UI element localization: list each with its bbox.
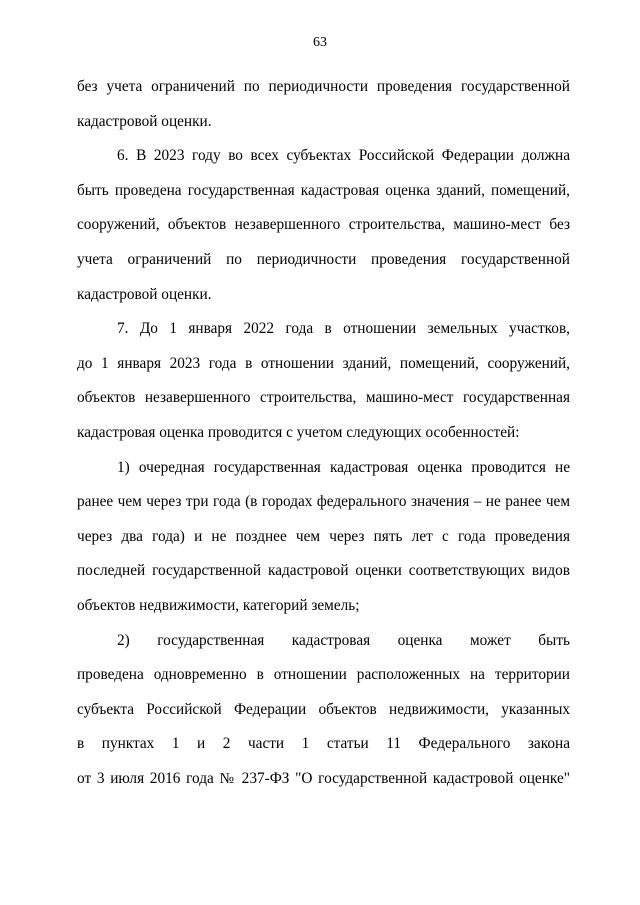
text-line: 1) очередная государственная кадастровая оценка проводится не — [117, 458, 570, 476]
text-line: кадастровой оценки. — [77, 112, 212, 130]
text-line: последней государственной кадастровой оценки соответствующих видов — [77, 562, 570, 580]
text-line: проведена одновременно в отношении расположенных на территории — [77, 666, 570, 684]
text-line: учета ограничений по периодичности проведения государственной — [77, 250, 570, 268]
text-line: в пунктах 1 и 2 части 1 статьи 11 Федерального закона — [77, 735, 570, 753]
text-line: объектов недвижимости, категорий земель; — [77, 596, 360, 614]
document-body — [77, 70, 570, 796]
text-line: от 3 июля 2016 года № 237-ФЗ "О государственной кадастровой оценке" — [77, 769, 570, 787]
text-line: быть проведена государственная кадастровая оценка зданий, помещений, — [77, 181, 570, 199]
text-line: 2) государственная кадастровая оценка может быть — [117, 631, 570, 649]
text-line: 6. В 2023 году во всех субъектах Российской Федерации должна — [117, 147, 570, 165]
text-line: 7. До 1 января 2022 года в отношении земельных участков, — [117, 320, 570, 338]
page-number: 63 — [313, 35, 327, 50]
text-line: кадастровой оценки. — [77, 285, 212, 303]
text-line: субъекта Российской Федерации объектов недвижимости, указанных — [77, 700, 570, 718]
text-line: ранее чем через три года (в городах федерального значения – не ранее чем — [77, 493, 570, 511]
text-line: до 1 января 2023 года в отношении зданий, помещений, сооружений, — [77, 354, 570, 372]
text-line: кадастровая оценка проводится с учетом следующих особенностей: — [77, 423, 520, 441]
text-line: сооружений, объектов незавершенного строительства, машино-мест без — [77, 216, 570, 234]
text-line: без учета ограничений по периодичности проведения государственной — [77, 78, 570, 95]
text-line: объектов незавершенного строительства, машино-мест государственная — [77, 389, 570, 407]
text-line: через два года) и не позднее чем через пять лет с года проведения — [77, 527, 570, 545]
